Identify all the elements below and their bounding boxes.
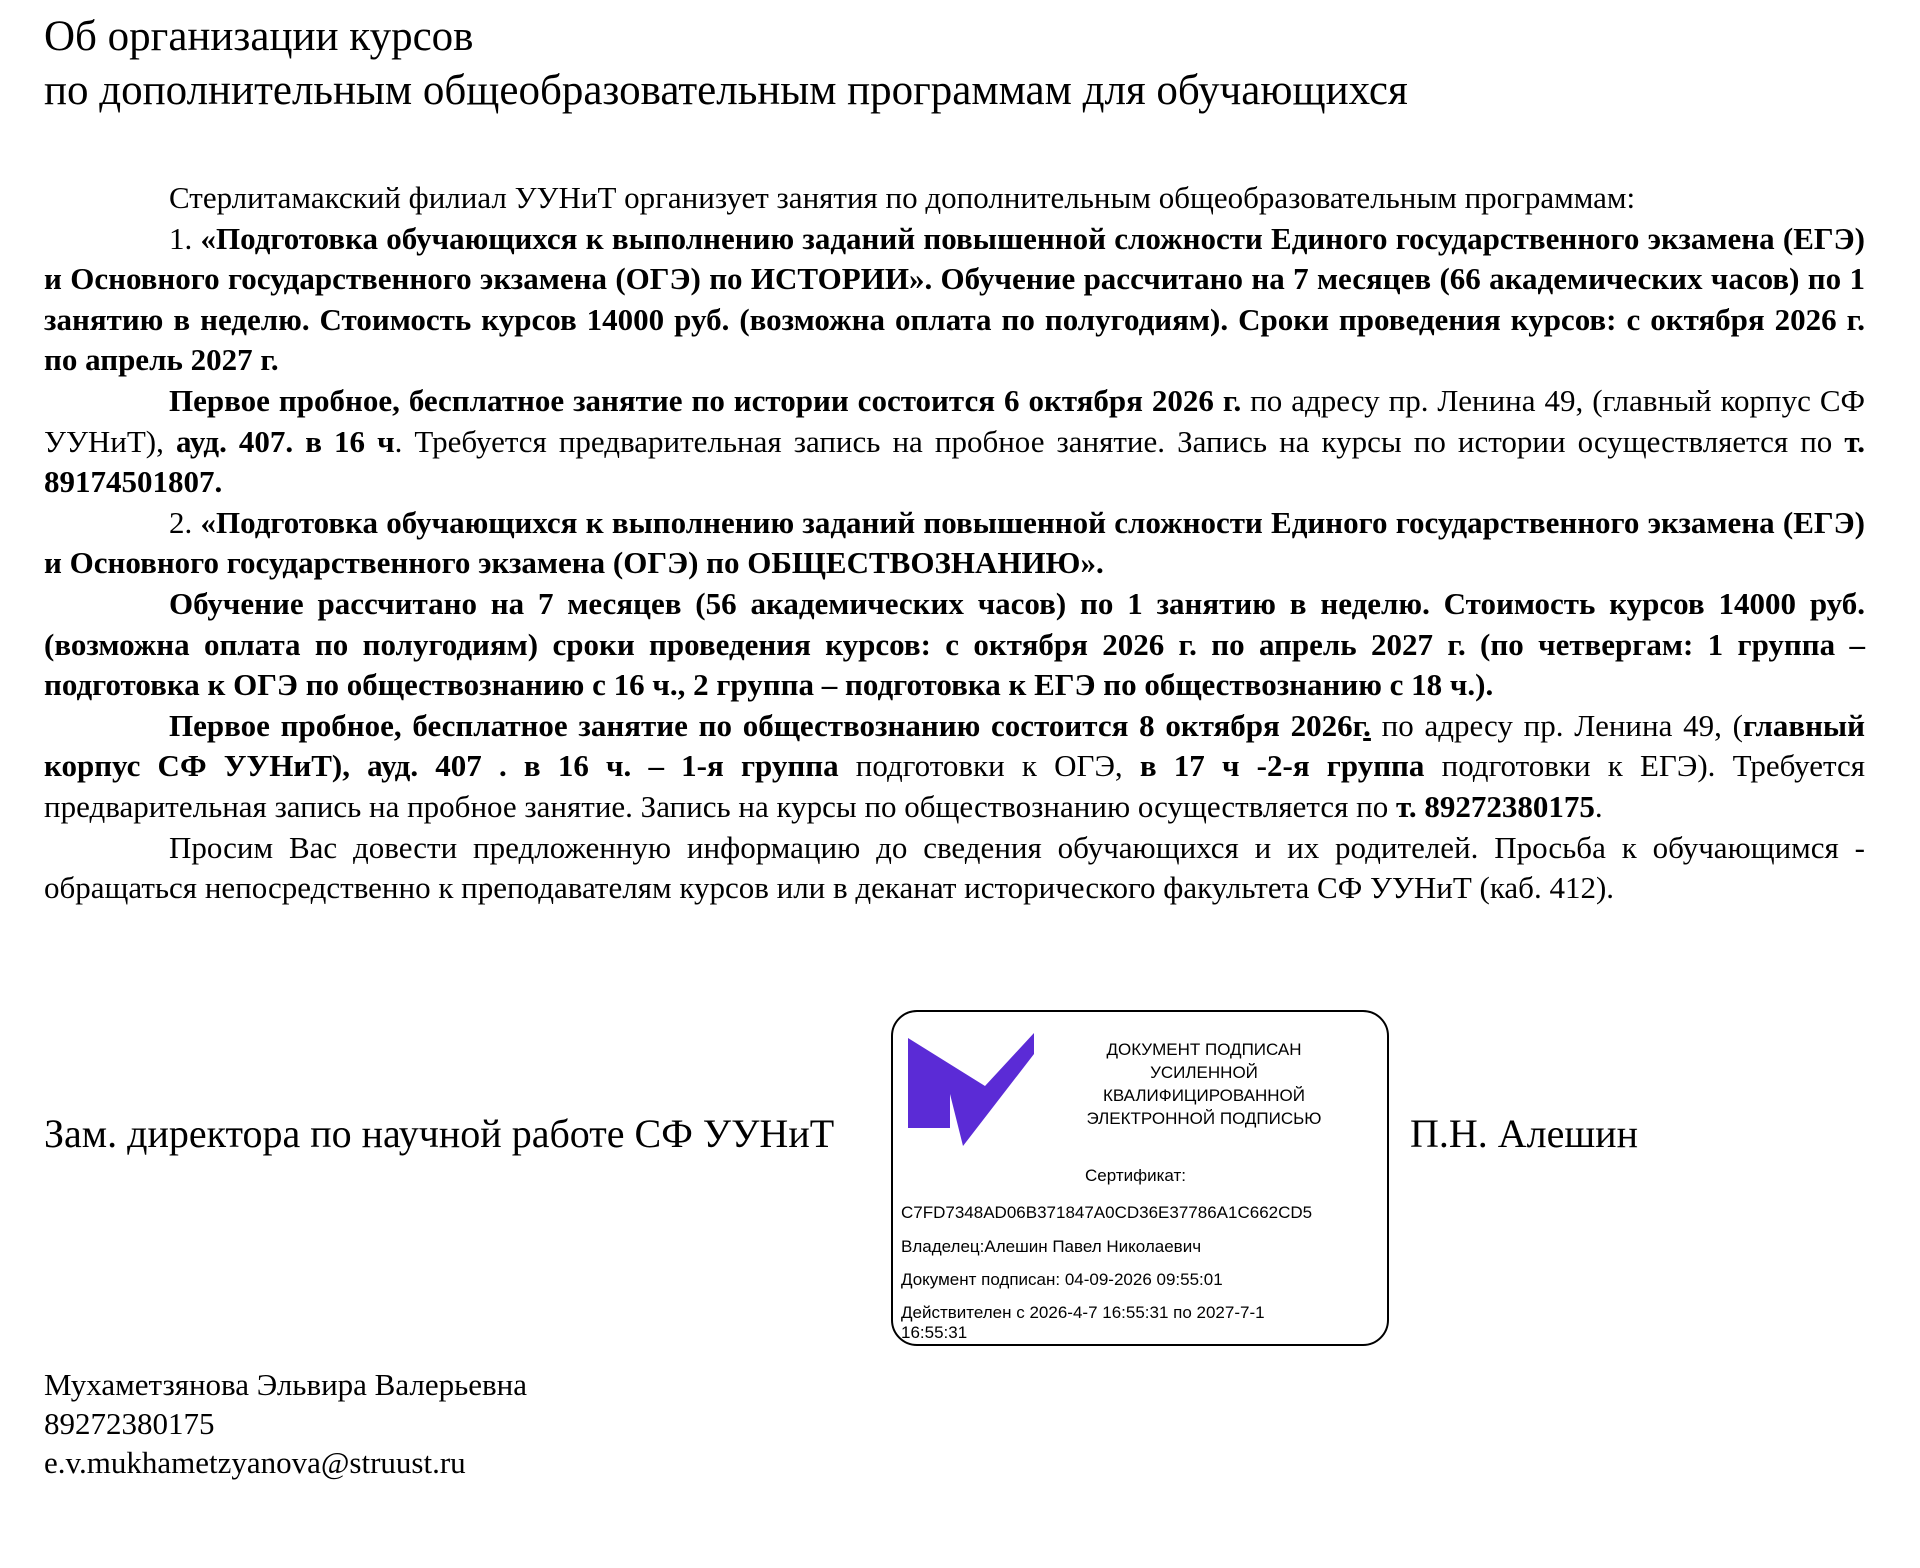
course-1-paragraph — [44, 219, 1865, 381]
document-title — [44, 10, 1844, 118]
course-2-phone: т. 89272380175 — [1395, 788, 1595, 824]
stamp-heading: ДОКУМЕНТ ПОДПИСАН УСИЛЕННОЙ КВАЛИФИЦИРОВАННОЙ ЭЛЕКТРОННОЙ ПОДПИСЬЮ — [1086, 1040, 1322, 1128]
course-1-room: ауд. 407. в 16 ч — [175, 423, 395, 459]
signature-logo-icon — [905, 1020, 1037, 1152]
title-line-2: по дополнительным общеобразовательным программам для обучающихся — [44, 67, 1408, 114]
course-2-trial-paragraph — [44, 706, 1865, 828]
stamp-signed-date: Документ подписан: 04-09-2026 09:55:01 — [901, 1270, 1223, 1289]
course-2-group-2-time: в 17 ч -2-я группа — [1139, 748, 1425, 784]
course-1-trial-date: Первое пробное, бесплатное занятие по истории состоится 6 октября 2026 г. — [169, 382, 1242, 418]
course-2-registration: подготовки к ЕГЭ). Требуется предварительная запись на пробное занятие. Запись на курсы по обществознанию осуществляется по — [44, 748, 1865, 824]
course-1-phone: т. 89174501807. — [44, 423, 1865, 500]
stamp-validity-line-2: 16:55:31 — [901, 1323, 968, 1342]
signer-position: Зам. директора по научной работе СФ УУНиТ — [44, 1111, 835, 1156]
course-2-number: 2. — [169, 504, 193, 540]
contact-block — [44, 1365, 527, 1482]
stamp-validity-line-1: Действителен с 2026-4-7 16:55:31 по 2027-7-1 — [901, 1303, 1265, 1322]
course-2-details: Обучение рассчитано на 7 месяцев (56 академических часов) по 1 занятию в неделю. Стоимость курсов 14000 руб. (возможна оплата по полугодиям) сроки проведения курсов: с октября 2026 г. по апрель 2027 г. (по четвергам: 1 группа – подготовка к ОГЭ по обществознанию с 16 ч., 2 группа – подготовка к ЕГЭ по обществознанию с 18 ч.). — [44, 585, 1865, 703]
stamp-owner: Владелец:Алешин Павел Николаевич — [901, 1237, 1202, 1256]
course-2-address: по адресу пр. Ленина 49, ( — [1370, 707, 1743, 743]
stamp-certificate-value: C7FD7348AD06B371847A0CD36E37786A1C662CD5 — [901, 1203, 1313, 1222]
course-1-trial-paragraph — [44, 381, 1865, 503]
intro-paragraph: Стерлитамакский филиал УУНиТ организует занятия по дополнительным общеобразовательным программам: — [169, 180, 1636, 215]
course-1-registration: . Требуется предварительная запись на пробное занятие. Запись на курсы по истории осуществляется по — [394, 423, 1845, 459]
course-2-trial-date: Первое пробное, бесплатное занятие по обществознанию состоится 8 октября 2026г — [169, 707, 1364, 743]
course-1-description: «Подготовка обучающихся к выполнению заданий повышенной сложности Единого государственного экзамена (ЕГЭ) и Основного государственного экзамена (ОГЭ) по ИСТОРИИ». Обучение рассчитано на 7 месяцев (66 академических часов) по 1 занятию в неделю. Стоимость курсов 14000 руб. (возможна оплата по полугодиям). Сроки проведения курсов: с октября 2026 г. по апрель 2027 г. — [44, 220, 1866, 378]
contact-email: e.v.mukhametzyanova@struust.ru — [44, 1445, 466, 1480]
course-2-group-1: подготовки к ОГЭ, — [838, 748, 1140, 784]
contact-phone: 89272380175 — [44, 1406, 215, 1441]
course-2-details-paragraph — [44, 584, 1865, 706]
logo-mark — [908, 1033, 1034, 1146]
contact-name: Мухаметзянова Эльвира Валерьевна — [44, 1367, 527, 1402]
title-line-1: Об организации курсов — [44, 13, 474, 60]
course-2-description: «Подготовка обучающихся к выполнению заданий повышенной сложности Единого государственного экзамена (ЕГЭ) и Основного государственного экзамена (ОГЭ) по ОБЩЕСТВОЗНАНИЮ». — [44, 504, 1866, 581]
signer-name: П.Н. Алешин — [1410, 1111, 1638, 1156]
course-2-room: главный корпус СФ УУНиТ), ауд. 407 . в 16 ч. – 1-я группа — [44, 707, 1865, 784]
electronic-signature-stamp — [891, 1010, 1389, 1346]
course-2-trial-dot: . — [1363, 707, 1371, 743]
stamp-certificate-label: Сертификат: — [1085, 1166, 1186, 1185]
course-2-paragraph — [44, 503, 1865, 584]
document-body — [44, 178, 1865, 909]
closing-paragraph: Просим Вас довести предложенную информацию до сведения обучающихся и их родителей. Просьба к обучающимся - обращаться непосредственно к преподавателям курсов или в деканат исторического факультета СФ УУНиТ (каб. 412). — [44, 829, 1865, 906]
course-1-address: по адресу пр. Ленина 49, (главный корпус СФ УУНиТ), — [44, 382, 1865, 459]
course-2-phone-end: . — [1594, 788, 1603, 824]
course-1-number: 1. — [169, 220, 193, 256]
